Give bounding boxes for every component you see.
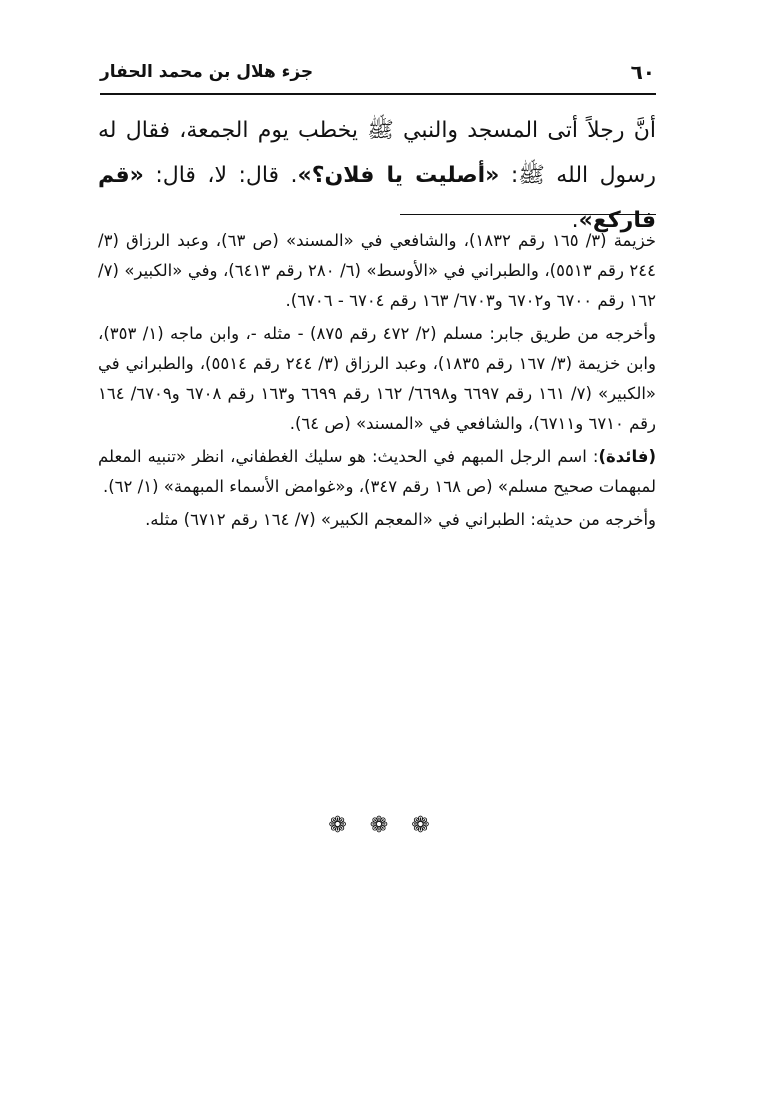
footnote-separator [400,214,656,215]
footnote-paragraph-2: وأخرجه من طريق جابر: مسلم (٢/ ٤٧٢ رقم ٨٧٥) - مثله -، وابن ماجه (١/ ٣٥٣)، وابن خزيمة (٣/ ١٦٧ رقم ١٨٣٥)، وعبد الرزاق (٣/ ٢٤٤ رقم ٥٥١٤)، والطبراني في «الكبير» (٧/ ١٦١ رقم ٦٦٩٧ و٦٦٩٨/ ١٦٢ رقم ٦٦٩٩ و١٦٣ رقم ٦٧٠٨ و٦٧٠٩/ ١٦٤ رقم ٦٧١٠ و٦٧١١)، والشافعي في «المسند» (ص ٦٤). [98,324,657,433]
page-number: ٦٠ [630,60,655,84]
main-quote-1: «أصليت يا فلان؟» [297,163,500,188]
footnote-paragraph-4: وأخرجه من حديثه: الطبراني في «المعجم الكبير» (٧/ ١٦٤ رقم ٦٧١٢) مثله. [145,510,656,529]
header-rule [100,93,656,95]
main-line-2-mid: . قال: لا، قال: [143,163,298,188]
footnote-paragraph-3 [98,442,656,502]
main-line-2-start: رسول الله ﷺ: [499,163,656,188]
footnote-benefit-text: : اسم الرجل المبهم في الحديث: هو سليك الغطفاني، انظر «تنبيه المعلم لمبهمات صحيح مسلم» (ص ١٦٨ رقم ٣٤٧)، و«غوامض الأسماء المبهمة» (١/ ٦٢). [98,447,656,496]
main-quote-2: «قم فاركع» [98,163,656,233]
section-end-ornament: ❁ ❁ ❁ [328,813,438,838]
main-line-1: أنَّ رجلاً أتى المسجد والنبي ﷺ يخطب يوم الجمعة، فقال له [98,118,656,143]
footnote-paragraph-1: خزيمة (٣/ ١٦٥ رقم ١٨٣٢)، والشافعي في «المسند» (ص ٦٣)، وعبد الرزاق (٣/ ٢٤٤ رقم ٥٥١٣)، والطبراني في «الأوسط» (٦/ ٢٨٠ رقم ٦٤١٣)، وفي «الكبير» (٧/ ١٦٢ رقم ٦٧٠٠ و٦٧٠٢ و٦٧٠٣/ ١٦٣ رقم ٦٧٠٤ - ٦٧٠٦). [98,231,656,310]
footnotes [98,226,656,538]
page-header [100,58,655,88]
running-title: جزء هلال بن محمد الحفار [100,62,314,82]
footnote-benefit-label: (فائدة) [598,447,656,466]
main-hadith-text [98,108,656,243]
main-line-2-end: . [571,208,579,233]
